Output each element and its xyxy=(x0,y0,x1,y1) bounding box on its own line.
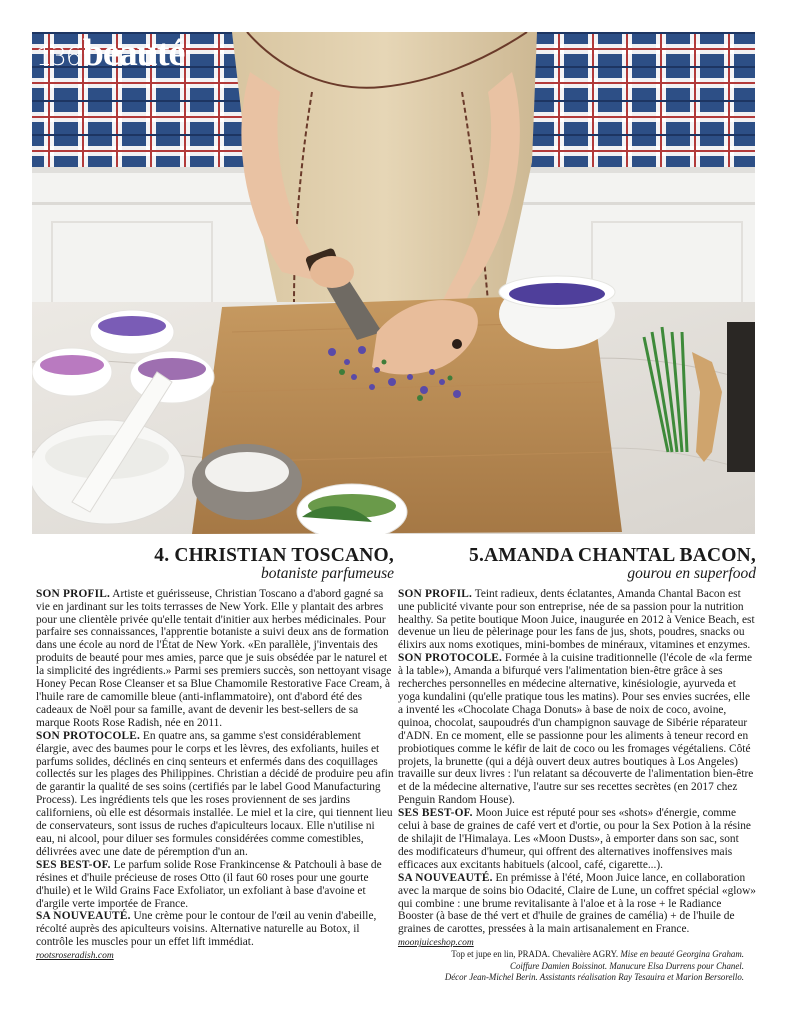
paragraph-profile xyxy=(36,588,394,730)
page-number: 136 xyxy=(36,42,81,71)
credits-line-3: Décor Jean-Michel Berin. Assistants réalisation Ray Tesauira et Marion Bersorello. xyxy=(444,972,744,983)
profile-role: botaniste parfumeuse xyxy=(260,564,394,582)
paragraph-protocol xyxy=(36,730,394,859)
hero-photo xyxy=(32,32,755,534)
text-best-of: Moon Juice est réputé pour ses «shots» d'énergie, comme celui à base de graines de café vert et d'ortie, ou pour la Sex Potion à la résine de shilajit de l'Himalaya. Les «Moon Dusts», à emporter dans son sac, sont des modificateurs d'humeur, qui offrent des alternatives inoffensives mais efficaces aux excitants habituels (alcool, café, cigarette...). xyxy=(398,807,751,871)
text-profile: Teint radieux, dents éclatantes, Amanda Chantal Bacon est une publicité vivante pour son entreprise, née de sa passion pour la nutrition healthy. Sa petite boutique Moon Juice, inaugurée en 2012 à Venice Beach, est devenue un lieu de pèlerinage pour les fans de jus, shots, poudres, snacks ou élixirs aux noms exotiques, mini-bombes de minéraux, vitamines et enzymes. xyxy=(398,587,755,652)
label-profile: SON PROFIL. xyxy=(398,587,473,600)
section-title: beauté xyxy=(82,32,185,74)
credits-line-2: Coiffure Damien Boissinot. Manucure Elsa Durrens pour Chanel. xyxy=(510,960,744,971)
profile-column-left xyxy=(36,546,394,963)
paragraph-best-of xyxy=(398,807,756,872)
label-protocol: SON PROTOCOLE. xyxy=(36,729,141,742)
credits-text-italic: Mise en beauté Georgina Graham. xyxy=(620,949,744,959)
kitchen-scene-illustration xyxy=(32,32,755,534)
paragraph-best-of xyxy=(36,859,394,911)
profile-heading xyxy=(36,546,394,582)
profile-name: 5.AMANDA CHANTAL BACON, xyxy=(469,545,756,566)
label-profile: SON PROFIL. xyxy=(36,587,111,600)
text-new: Une crème pour le contour de l'œil au venin d'abeille, récolté auprès des apiculteurs voisins. Alternative naturelle au Botox, il contrôle les muscles pour un effet lift immédiat. xyxy=(36,910,377,949)
label-best-of: SES BEST-OF. xyxy=(36,858,111,871)
profile-column-right xyxy=(398,546,756,950)
website-link[interactable]: moonjuiceshop.com xyxy=(398,938,474,949)
label-new: SA NOUVEAUTÉ. xyxy=(398,871,493,884)
page-header xyxy=(36,34,184,72)
label-best-of: SES BEST-OF. xyxy=(398,807,473,820)
text-protocol: Formée à la cuisine traditionnelle (l'école de «la ferme à la table»), Amanda a bifurqué vers l'alimentation bien-être grâce à ses recherches personnelles en médecine alternative, kinésiologie, ayurveda et yoga kundalini (qu'elle pratique tous les matins). Pour ses envies sucrées, elle a inventé les «Chocolate Chaga Donuts» à base de noix de coco, avoine, quinoa, chocolat, saupoudrés d'un champignon sauvage de Sibérie réparateur d'ADN. En ce moment, elle se passionne pour les aliments à teneur record en probiotiques comme le kéfir de lait de coco ou les fromages végétaliens. Côté projets, la brunette (qui a déjà ouvert deux autres boutiques à Los Angeles) travaille sur deux livres : l'un relatant sa découverte de l'alimentation bien-être et de la médecine alternative, l'autre sur ses recettes secrètes (en 2017 chez Penguin Random House). xyxy=(398,652,754,807)
article-body xyxy=(398,588,756,950)
text-new: En prémisse à l'été, Moon Juice lance, en collaboration avec la marque de soins bio Odacité, Claire de Lune, un coffret spécial «glow» qui combine : une brume revitalisante à l'aloe et à la rose + le Radiance Booster (à base de thé vert et d'huile de graines de camélia) + de l'huile de graines de carottes, pressées à la main artisanalement en France. xyxy=(398,871,756,936)
label-new: SA NOUVEAUTÉ. xyxy=(36,910,131,923)
profile-heading xyxy=(398,546,756,582)
website-link[interactable]: rootsroseradish.com xyxy=(36,951,114,962)
credits-text: Top et jupe en lin, PRADA. Chevalière AGRY. xyxy=(451,949,621,959)
paragraph-new xyxy=(398,872,756,950)
article-body xyxy=(36,588,394,963)
label-protocol: SON PROTOCOLE. xyxy=(398,652,503,665)
profile-role: gourou en superfood xyxy=(627,564,756,582)
text-best-of: Le parfum solide Rose Frankincense & Patchouli à base de résines et d'huile précieuse de roses Otto (il faut 60 roses pour une gourte d'huile) et le Wild Grains Face Exfoliator, un exfoliant à base d'avoine et d'argile verte importée de France. xyxy=(36,858,382,910)
credits-line-1 xyxy=(400,949,744,961)
text-profile: Artiste et guérisseuse, Christian Toscano a d'abord gagné sa vie en jardinant sur les toits terrasses de New York. Elle y plantait des arbres pour une clientèle privée qu'elle tentait d'initier aux herbes médicinales. Pour parfaire ses connaissances, l'apprentie botaniste a suivi deux ans de formation dans une école au nord de l'État de New York. «En parallèle, j'inventais des produits de beauté pour mes amies, parce que je suis obsédée par le naturel et la simplicité des ingrédients.» Parmi ses premiers succès, son nettoyant visage Honey Pecan Rose Cleanser et sa Blue Chamomile Restorative Face Cream, à l'huile rare de camomille bleue (anti-inflammatoire), ont d'abord été des cadeaux de Noël pour sa famille, avant de devenir les best-sellers de sa marque Roots Rose Radish, née en 2011. xyxy=(36,587,392,729)
text-protocol: En quatre ans, sa gamme s'est considérablement élargie, avec des baumes pour le corps et les lèvres, des exfoliants, huiles et parfums solides, déclinés en cinq senteurs et enfermés dans des coquillages collectés sur les plages des Philippines. Christian a décidé de produire peu afin de garantir la qualité de ses soins (certifiés par le label Good Manufacturing Process). Les ingrédients tels que les roses proviennent de ses jardins californiens, où elle est désormais installée. Le miel et la cire, qui tiennent lieu de conservateurs, sont issus de ruches d'apiculteurs locaux. Elle n'utilise ni eau, ni alcool, pour diluer ses formules considérées comme comestibles, délivrées avec une date de péremption d'un an. xyxy=(36,729,394,858)
photo-credits xyxy=(400,949,744,984)
profile-name: 4. CHRISTIAN TOSCANO, xyxy=(154,545,394,566)
paragraph-profile xyxy=(398,588,756,653)
paragraph-protocol xyxy=(398,652,756,807)
paragraph-new xyxy=(36,910,394,949)
